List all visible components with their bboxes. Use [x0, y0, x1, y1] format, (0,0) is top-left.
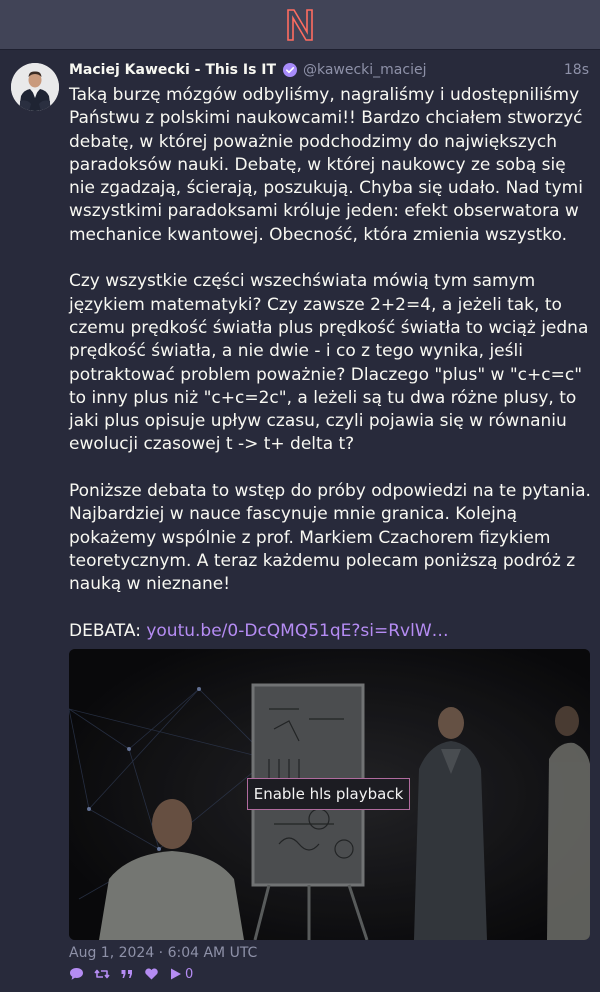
tweet-paragraph: Taką burzę mózgów odbyliśmy, nagraliśmy i udostępniliśmy Państwu z polskimi naukowcami!! Bardzo chciałem stworzyć debatę, w której poważnie podchodzimy do największych paradoksów nauki. Debatę, w której naukowcy ze sobą się nie zgadzają, ścierają, poszukują. Chyba się udało. Nad tymi wszystkimi paradoksami króluje jeden: efekt obserwatora w mechanice kwantowej. Obecność, która zmienia wszystko. — [69, 85, 589, 245]
quotes-stat[interactable] — [120, 967, 134, 981]
top-navbar — [0, 0, 600, 50]
link-prefix: DEBATA: — [69, 620, 147, 641]
retweet-icon — [94, 967, 110, 981]
tweet-paragraph: Czy wszystkie części wszechświata mówią tym samym językiem matematyki? Czy zawsze 2+2=4, a jeżeli tak, to czemu prędkość światła plus prędkość światła to wciąż jedna prędkość światła, a nie dwie - i co z tego wynika, jeśli potraktować problem poważnie? Dlaczego "plus" w "c+c=c" to inny plus niż "c+c=2c", a leżeli są tu dwa różne plusy, to jaki plus opisuje upływ czasu, czyli pojawia się w równaniu ewolucji czasowej t -> t+ delta t? — [69, 271, 594, 455]
heart-icon — [144, 967, 159, 981]
nitter-logo-icon[interactable] — [284, 7, 316, 43]
tweet-time-link[interactable]: 18s — [563, 62, 589, 78]
enable-hls-playback-button[interactable]: Enable hls playback — [247, 778, 410, 810]
tweet-content — [69, 84, 597, 643]
views-stat[interactable] — [169, 967, 193, 982]
quote-icon — [120, 967, 134, 981]
tweet-paragraph: Poniższe debata to wstęp do próby odpowiedzi na te pytania. Najbardziej w nauce fascynuje mnie granica. Kolejną pokażemy wspólnie z prof. Markiem Czachorem fizykiem teoretycznym. A teraz każdemu polecam poniższą podróż z nauką w nieznane! — [69, 481, 597, 595]
tweet-stats — [69, 966, 203, 982]
fullname-link[interactable]: Maciej Kawecki - This Is IT — [69, 62, 277, 78]
play-icon — [169, 967, 182, 981]
likes-stat[interactable] — [144, 967, 159, 981]
comments-stat[interactable] — [69, 967, 84, 981]
tweet-date-link[interactable]: Aug 1, 2024 · 6:04 AM UTC — [69, 945, 258, 961]
comment-icon — [69, 967, 84, 981]
tweet-header — [69, 61, 589, 81]
youtube-link[interactable]: youtu.be/0-DcQMQ51qE?si=RvlW… — [146, 620, 449, 641]
username-link[interactable]: @kawecki_maciej — [302, 62, 427, 78]
avatar[interactable] — [11, 63, 59, 111]
views-count: 0 — [185, 966, 194, 982]
retweets-stat[interactable] — [94, 967, 110, 981]
video-player[interactable] — [69, 649, 590, 940]
verified-badge-icon — [283, 63, 297, 82]
